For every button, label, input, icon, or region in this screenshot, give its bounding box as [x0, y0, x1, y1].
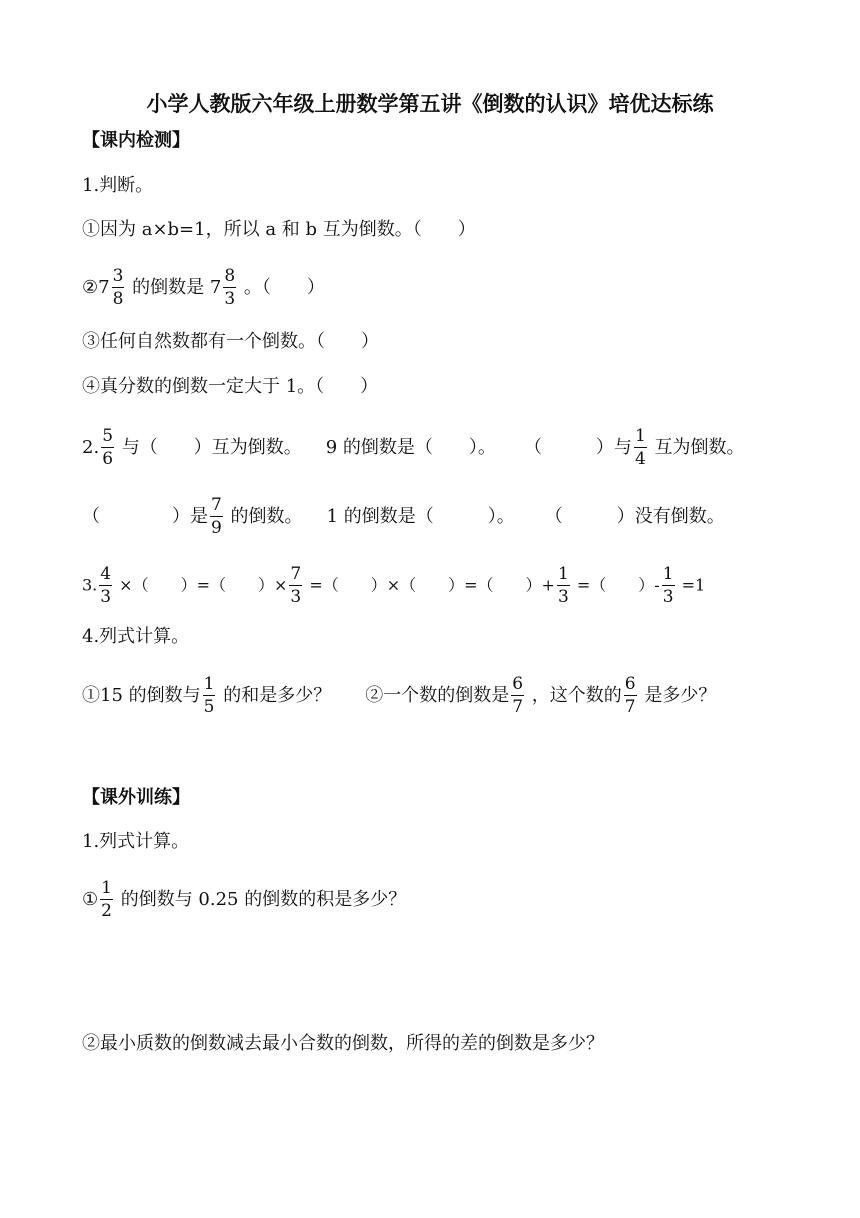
q1-item-3: ③任何自然数都有一个倒数。（ ） [82, 331, 379, 352]
q2-a-text: 与（ ）互为倒数。 [116, 437, 302, 458]
fraction [511, 676, 524, 716]
q3-line [82, 566, 705, 606]
q4-b-prefix: ②一个数的倒数是 [365, 685, 510, 706]
numerator: 1 [557, 564, 569, 584]
q3-seg-1: ×（ ）=（ ）× [114, 575, 288, 595]
q4-b-suffix: 是多少？ [638, 685, 717, 706]
q2-f-text: （ ）没有倒数。 [544, 506, 725, 527]
q3-seg-3: =（ ）- [571, 575, 660, 595]
q1-item2-suffix: 。（ ） [238, 277, 325, 298]
numerator: 7 [211, 495, 222, 515]
denominator: 3 [100, 587, 112, 607]
numerator: 5 [102, 426, 114, 446]
e1-a-suffix: 的倒数与 0.25 的倒数的积是多少？ [114, 889, 407, 910]
denominator: 3 [224, 289, 236, 309]
numerator: 7 [290, 564, 302, 584]
q2-d-suffix: 的倒数。 [224, 506, 303, 527]
denominator: 3 [290, 587, 302, 607]
numerator: 8 [224, 266, 236, 286]
q1-item-4: ④真分数的倒数一定大于 1。（ ） [82, 376, 379, 397]
denominator: 7 [512, 697, 524, 717]
q2-e-text: 1 的倒数是（ ）。 [326, 506, 515, 527]
q1-item-1: ①因为 a×b=1，所以 a 和 b 互为倒数。（ ） [82, 219, 476, 240]
q1-label: 1.判断。 [82, 175, 154, 196]
q4-a-suffix: 的和是多少？ [217, 685, 332, 706]
fraction [99, 566, 112, 606]
denominator: 4 [634, 449, 646, 469]
numerator: 1 [662, 564, 674, 584]
page-title: 小学人教版六年级上册数学第五讲《倒数的认识》培优达标练 [146, 92, 714, 116]
denominator: 8 [112, 289, 124, 309]
section-heading-extra: 【课外训练】 [82, 787, 190, 808]
q2-c-text: （ ）与 [523, 437, 632, 458]
fraction [101, 428, 114, 468]
q2-d-text: （ ）是 [82, 506, 208, 527]
denominator: 9 [211, 518, 222, 538]
numerator: 1 [203, 674, 215, 694]
q2-b-text: 9 的倒数是（ ）。 [325, 437, 496, 458]
numerator: 6 [624, 674, 636, 694]
q4-label: 4.列式计算。 [82, 626, 190, 647]
e1-label: 1.列式计算。 [82, 831, 190, 852]
denominator: 5 [203, 697, 215, 717]
e1-item-2: ②最小质数的倒数减去最小合数的倒数，所得的差的倒数是多少？ [82, 1033, 604, 1054]
denominator: 7 [624, 697, 636, 717]
q4-a-prefix: ①15 的倒数与 [82, 685, 201, 706]
numerator: 3 [112, 266, 124, 286]
q4-b-mid: ，这个数的 [526, 685, 622, 706]
fraction [223, 268, 236, 308]
fraction [662, 566, 675, 606]
numerator: 1 [634, 426, 646, 446]
fraction [112, 268, 125, 308]
section-heading-in-class: 【课内检测】 [82, 130, 190, 151]
fraction [557, 566, 570, 606]
q2-line-1 [82, 428, 745, 468]
fraction [634, 428, 647, 468]
q2-c-suffix: 互为倒数。 [648, 437, 745, 458]
numerator: 4 [100, 564, 112, 584]
fraction [624, 676, 637, 716]
fraction [289, 566, 302, 606]
numerator: 6 [512, 674, 524, 694]
q1-item2-mid: 的倒数是 7 [126, 277, 222, 298]
q2-line-2 [82, 497, 725, 537]
e1-a-prefix: ① [82, 889, 99, 910]
denominator: 6 [102, 449, 114, 469]
fraction [100, 880, 113, 920]
numerator: 1 [101, 878, 112, 898]
q3-label: 3. [82, 575, 98, 595]
denominator: 3 [557, 587, 569, 607]
q1-item2-prefix: ②7 [82, 277, 110, 298]
q2-label: 2. [82, 437, 100, 458]
denominator: 3 [662, 587, 674, 607]
q1-item-2 [82, 268, 325, 308]
q3-seg-2: =（ ）×（ ）=（ ）+ [304, 575, 555, 595]
q3-seg-4: =1 [676, 575, 706, 595]
denominator: 2 [101, 901, 112, 921]
q4-line [82, 676, 716, 716]
fraction [203, 676, 216, 716]
e1-item-1 [82, 880, 406, 920]
fraction [210, 497, 223, 537]
